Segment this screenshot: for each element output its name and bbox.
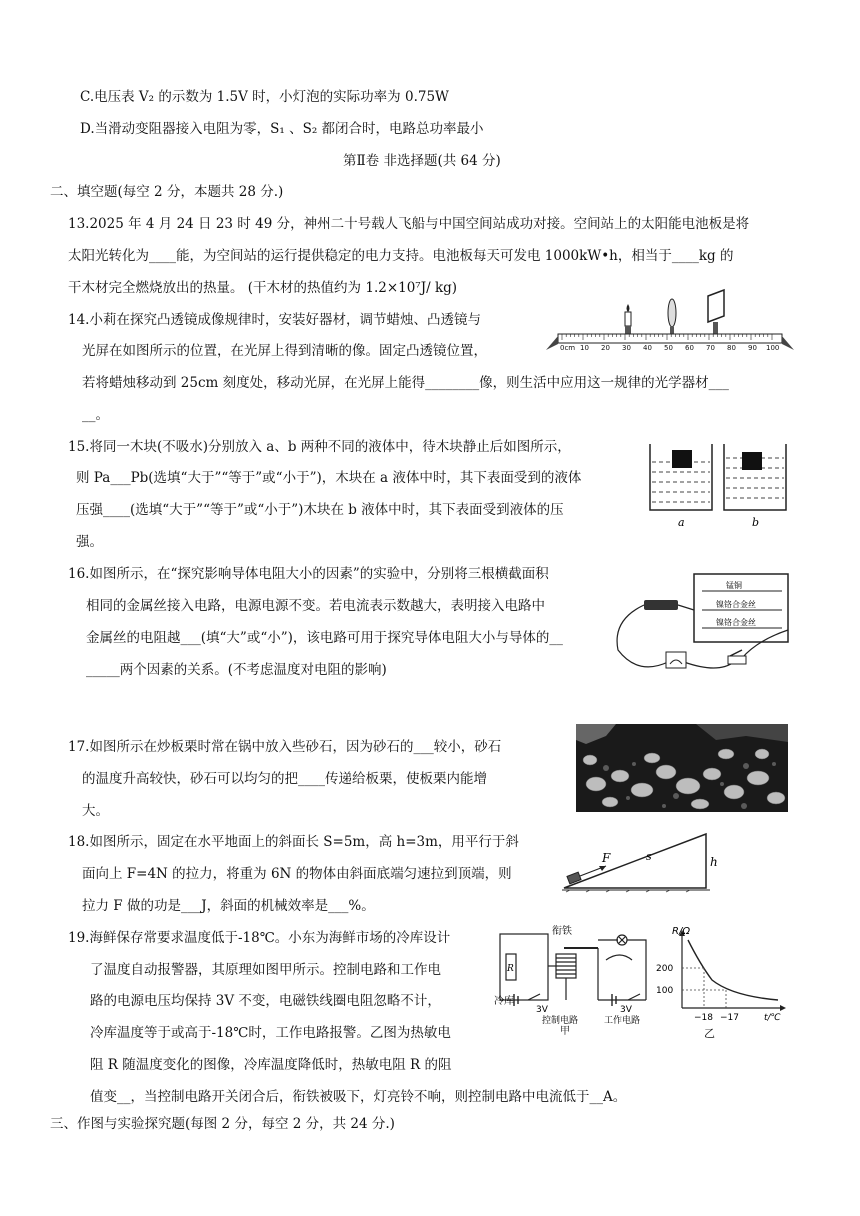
ruler-label: 80 [727, 344, 736, 352]
part2-title: 第Ⅱ卷 非选择题(共 64 分) [343, 153, 501, 169]
q18-line1: 18.如图所示，固定在水平地面上的斜面长 S=5m，高 h=3m，用平行于斜 [68, 834, 519, 850]
label-control-circuit: 控制电路 [542, 1016, 579, 1026]
q19-line1: 19.海鲜保存常要求温度低于-18℃。小东为海鲜市场的冷库设计 [68, 930, 451, 946]
ruler-label: 30 [622, 344, 631, 352]
label-yi: 乙 [704, 1027, 715, 1040]
q19-line2: 了温度自动报警器，其原理如图甲所示。控制电路和工作电 [90, 962, 441, 978]
q14-line2: 光屏在如图所示的位置，在光屏上得到清晰的像。固定凸透镜位置， [82, 343, 487, 359]
option-c: C.电压表 V₂ 的示数为 1.5V 时，小灯泡的实际功率为 0.75W [80, 89, 449, 105]
q16-line2: 相同的金属丝接入电路，电源电源不变。若电流表示数越大，表明接入电路中 [86, 598, 545, 614]
ruler-label: 50 [664, 344, 673, 352]
q15-line2: 则 Pa___Pb(选填“大于”“等于”或“小于”)，木块在 a 液体中时，其下表面受到的液体 [76, 470, 582, 486]
incline-figure [560, 830, 720, 892]
q19-line3: 路的电源电压均保持 3V 不变，电磁铁线圈电阻忽略不计， [90, 993, 441, 1009]
ruler-labels [560, 344, 779, 352]
ruler-label: 100 [766, 344, 780, 352]
q13-line1: 13.2025 年 4 月 24 日 23 时 49 分，神州二十号载人飞船与中国空间站成功对接。空间站上的太阳能电池板是将 [68, 216, 750, 232]
label-3v-work: 3V [620, 1005, 632, 1015]
section2-title: 二、填空题(每空 2 分，本题共 28 分.) [50, 184, 284, 200]
label-3v-control: 3V [536, 1005, 548, 1015]
ruler-label: 70 [706, 344, 715, 352]
label-armature: 衔铁 [552, 926, 572, 937]
label-F: F [602, 851, 611, 865]
q14-line4: __。 [82, 407, 109, 423]
optical-bench-figure [546, 284, 794, 352]
q14-line3: 若将蜡烛移动到 25cm 刻度处，移动光屏，在光屏上能得________像，则生活中应用这一规律的光学器材___ [82, 375, 729, 391]
label-a: a [678, 516, 685, 529]
q13-line3: 干木材完全燃烧放出的热量。 (干木材的热值约为 1.2×10⁷J/ kg) [68, 280, 458, 296]
liquid-containers-figure [646, 438, 794, 530]
label-work-circuit: 工作电路 [604, 1016, 641, 1026]
chestnut-photo [576, 724, 788, 812]
q17-line2: 的温度升高较快，砂石可以均匀的把____传递给板栗，使板栗内能增 [82, 771, 487, 787]
q19-line4: 冷库温度等于或高于-18℃时，工作电路报警。乙图为热敏电 [90, 1025, 451, 1041]
label-s: s [646, 850, 652, 863]
q14-line1: 14.小莉在探究凸透镜成像规律时，安装好器材，调节蜡烛、凸透镜与 [68, 312, 481, 328]
q15-line4: 强。 [76, 534, 103, 550]
q18-line3: 拉力 F 做的功是___J，斜面的机械效率是___%。 [82, 898, 375, 914]
resistance-temperature-graph [656, 924, 790, 1024]
q16-line4: _____两个因素的关系。(不考虑温度对电阻的影响) [86, 662, 387, 678]
y-tick-200: 200 [656, 964, 674, 974]
option-d: D.当滑动变阻器接入电阻为零，S₁ 、S₂ 都闭合时，电路总功率最小 [80, 121, 484, 137]
label-h: h [710, 855, 718, 869]
ruler-label: 40 [643, 344, 652, 352]
ruler-label: 0cm [560, 344, 576, 352]
q16-line1: 16.如图所示，在“探究影响导体电阻大小的因素”的实验中，分别将三根横截面积 [68, 566, 549, 582]
q13-line2: 太阳光转化为____能，为空间站的运行提供稳定的电力支持。电池板每天可发电 1000kW•h，相当于____kg 的 [68, 248, 734, 264]
wire-manganin: 锰铜 [726, 581, 742, 590]
q15-line1: 15.将同一木块(不吸水)分别放入 a、b 两种不同的液体中，待木块静止后如图所示， [68, 439, 571, 455]
ruler-label: 20 [601, 344, 610, 352]
x-axis-label: t/℃ [764, 1013, 781, 1023]
q17-line1: 17.如图所示在炒板栗时常在锅中放入些砂石，因为砂石的___较小，砂石 [68, 739, 502, 755]
ruler-label: 90 [748, 344, 757, 352]
q19-line5: 阻 R 随温度变化的图像，冷库温度降低时，热敏电阻 R 的阻 [90, 1057, 452, 1073]
label-jia: 甲 [560, 1026, 570, 1037]
ruler-label: 60 [685, 344, 694, 352]
label-b: b [752, 516, 760, 529]
alarm-circuit-figure [494, 924, 664, 1024]
label-R: R [507, 964, 514, 974]
section3-title: 三、作图与实验探究题(每图 2 分，每空 2 分，共 24 分.) [50, 1116, 395, 1132]
q19-line6: 值变__，当控制电路开关闭合后，衔铁被吸下，灯亮铃不响，则控制电路中电流低于__A。 [90, 1089, 627, 1105]
y-axis-label: R/Ω [672, 926, 690, 937]
label-cold-storage: 冷库 [494, 996, 514, 1007]
resistance-circuit-figure [608, 570, 794, 682]
ruler-label: 10 [580, 344, 589, 352]
q18-line2: 面向上 F=4N 的拉力，将重为 6N 的物体由斜面底端匀速拉到顶端，则 [82, 866, 512, 882]
x-tick-minus18: −18 [694, 1013, 713, 1023]
y-tick-100: 100 [656, 986, 674, 996]
x-tick-minus17: −17 [720, 1013, 739, 1023]
wire-nichrome-1: 镍铬合金丝 [716, 600, 756, 609]
q17-line3: 大。 [82, 803, 109, 819]
wire-nichrome-2: 镍铬合金丝 [716, 618, 756, 627]
q15-line3: 压强____(选填“大于”“等于”或“小于”)木块在 b 液体中时，其下表面受到液体的压 [76, 502, 564, 518]
q16-line3: 金属丝的电阻越___(填“大”或“小”)，该电路可用于探究导体电阻大小与导体的__ [86, 630, 563, 646]
